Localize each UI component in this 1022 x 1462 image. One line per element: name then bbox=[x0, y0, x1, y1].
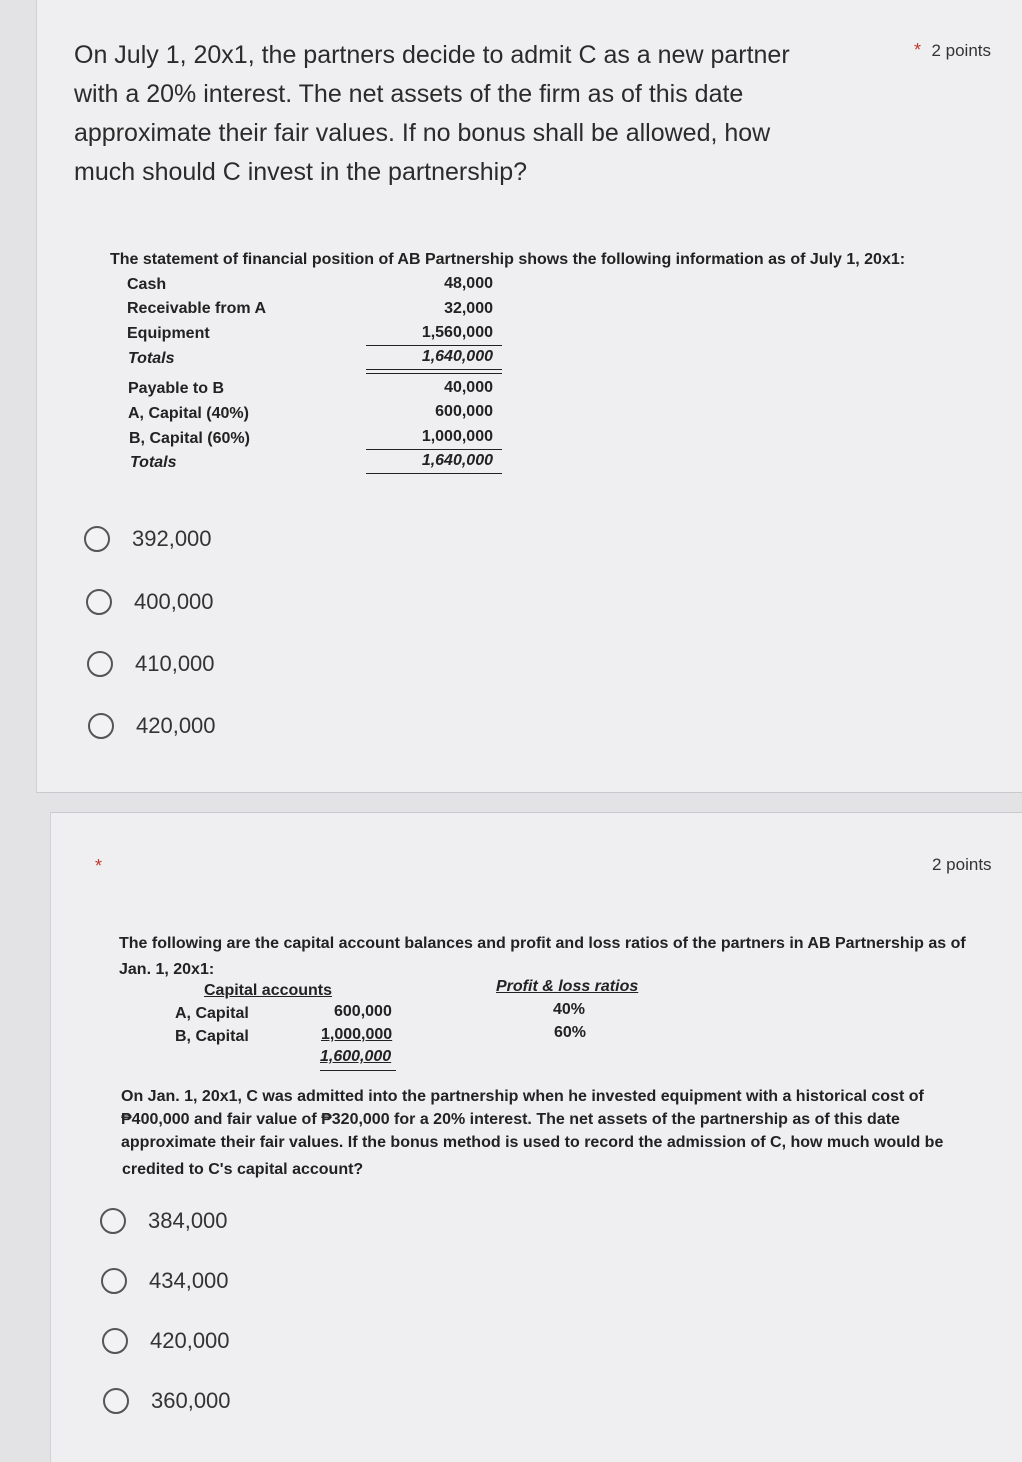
totals-value: 1,640,000 bbox=[421, 348, 493, 365]
option-label: 434,000 bbox=[149, 1268, 229, 1293]
capital-value: 1,000,000 bbox=[321, 1026, 393, 1043]
option-360000[interactable] bbox=[103, 1388, 231, 1414]
radio-button[interactable] bbox=[100, 1208, 126, 1234]
ratio-value: 60% bbox=[554, 1024, 587, 1041]
points-label: 2 points bbox=[931, 41, 992, 60]
intro-line: The following are the capital account balances and profit and loss ratios of the partners in AB Partnership as of bbox=[119, 935, 966, 952]
capital-total: 1,600,000 bbox=[320, 1048, 392, 1065]
option-420000[interactable] bbox=[88, 713, 216, 739]
capital-accounts-header: Capital accounts bbox=[204, 982, 333, 999]
question-1-line: approximate their fair values. If no bonus shall be allowed, how bbox=[74, 119, 771, 147]
option-label: 420,000 bbox=[150, 1328, 230, 1353]
totals-value: 1,640,000 bbox=[421, 452, 493, 469]
radio-button[interactable] bbox=[102, 1328, 128, 1354]
option-label: 384,000 bbox=[148, 1208, 228, 1233]
option-392000[interactable] bbox=[84, 526, 212, 552]
liability-value: 600,000 bbox=[435, 403, 493, 420]
liability-label: B, Capital (60%) bbox=[129, 430, 250, 447]
radio-button[interactable] bbox=[87, 651, 113, 677]
option-label: 400,000 bbox=[134, 589, 214, 614]
option-label: 392,000 bbox=[132, 526, 212, 551]
asset-value: 1,560,000 bbox=[421, 324, 493, 341]
question-1-line: On July 1, 20x1, the partners decide to admit C as a new partner bbox=[74, 41, 790, 69]
option-label: 420,000 bbox=[136, 713, 216, 738]
liability-label: A, Capital (40%) bbox=[128, 405, 249, 422]
radio-button[interactable] bbox=[84, 526, 110, 552]
double-rule bbox=[366, 473, 502, 474]
option-420000-q2[interactable] bbox=[102, 1328, 230, 1354]
question-1-line: with a 20% interest. The net assets of the firm as of this date bbox=[74, 80, 744, 108]
capital-label: B, Capital bbox=[175, 1028, 249, 1045]
asset-value: 48,000 bbox=[444, 275, 493, 292]
asset-label: Equipment bbox=[127, 325, 210, 342]
radio-button[interactable] bbox=[88, 713, 114, 739]
option-400000[interactable] bbox=[86, 589, 214, 615]
asset-value: 32,000 bbox=[444, 300, 493, 317]
required-asterisk: * bbox=[95, 856, 103, 876]
profit-loss-header: Profit & loss ratios bbox=[496, 978, 639, 995]
radio-button[interactable] bbox=[101, 1268, 127, 1294]
double-rule bbox=[366, 373, 502, 374]
asset-label: Receivable from A bbox=[127, 300, 267, 317]
totals-label: Totals bbox=[130, 454, 177, 471]
liability-value: 40,000 bbox=[444, 379, 493, 396]
option-410000[interactable] bbox=[87, 651, 215, 677]
intro-line: Jan. 1, 20x1: bbox=[119, 961, 215, 978]
option-label: 410,000 bbox=[135, 651, 215, 676]
rule bbox=[366, 449, 502, 450]
points-label: 2 points bbox=[932, 855, 992, 874]
question-1-header-right bbox=[914, 40, 991, 61]
option-434000[interactable] bbox=[101, 1268, 229, 1294]
radio-button[interactable] bbox=[86, 589, 112, 615]
totals-label: Totals bbox=[128, 350, 175, 367]
double-rule bbox=[366, 369, 502, 370]
double-rule bbox=[320, 1070, 396, 1071]
required-asterisk: * bbox=[914, 40, 922, 60]
statement-title: The statement of financial position of AB Partnership shows the following information as of July 1, 20x1: bbox=[110, 251, 906, 268]
body-line: approximate their fair values. If the bonus method is used to record the admission of C, how much would be bbox=[121, 1134, 944, 1151]
option-384000[interactable] bbox=[100, 1208, 228, 1234]
liability-label: Payable to B bbox=[128, 380, 225, 397]
body-line: On Jan. 1, 20x1, C was admitted into the partnership when he invested equipment with a historical cost of bbox=[121, 1088, 924, 1105]
liability-value: 1,000,000 bbox=[421, 428, 493, 445]
question-1-line: much should C invest in the partnership? bbox=[74, 158, 528, 186]
question-1-text bbox=[74, 36, 790, 192]
asset-label: Cash bbox=[127, 276, 167, 293]
option-label: 360,000 bbox=[151, 1388, 231, 1413]
capital-value: 600,000 bbox=[334, 1003, 392, 1020]
radio-button[interactable] bbox=[103, 1388, 129, 1414]
body-line: credited to C's capital account? bbox=[122, 1161, 364, 1178]
capital-label: A, Capital bbox=[175, 1005, 249, 1022]
ratio-value: 40% bbox=[553, 1001, 586, 1018]
body-line: ₱400,000 and fair value of ₱320,000 for a 20% interest. The net assets of the partnership as of this date bbox=[121, 1111, 900, 1128]
rule bbox=[366, 345, 502, 346]
